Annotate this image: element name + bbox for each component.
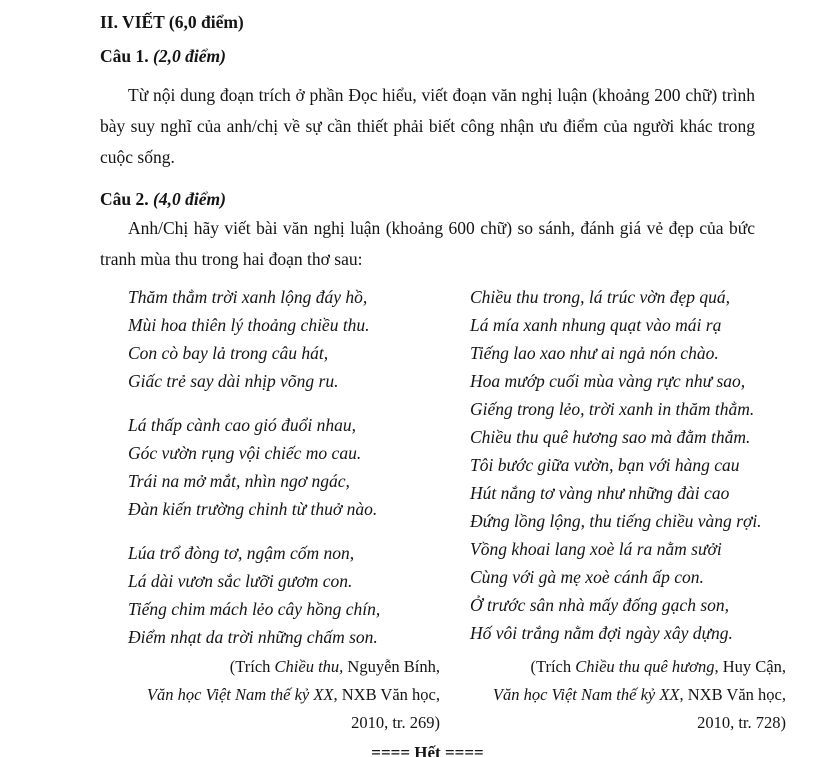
citation-left [100, 653, 440, 737]
poem-line: Hố vôi trắng nằm đợi ngày xây dựng. [470, 623, 733, 643]
poem-stanza [470, 283, 790, 647]
poem-right-column [440, 283, 790, 651]
citation-text-segment: 2010, tr. 728) [697, 713, 786, 732]
poem-line: Lá mía xanh nhung quạt vào mái rạ [470, 315, 722, 335]
poem-line: Ở trước sân nhà mấy đống gạch son, [470, 595, 730, 615]
citation-text-segment: 2010, tr. 269) [351, 713, 440, 732]
poem-line: Tôi bước giữa vườn, bạn với hàng cau [470, 455, 740, 475]
question-1-prompt: Từ nội dung đoạn trích ở phần Đọc hiểu, viết đoạn văn nghị luận (khoảng 200 chữ) trình bày suy nghĩ của anh/chị về sự cần thiết phải biết công nhận ưu điểm của người khác trong cuộc sống. [100, 85, 755, 167]
poem-line: Lá dài vươn sắc lưỡi gươm con. [128, 571, 353, 591]
poem-line: Hoa mướp cuối mùa vàng rực như sao, [470, 371, 746, 391]
citation-line [100, 681, 440, 709]
question-1-label: Câu 1. [100, 46, 149, 66]
poem-line: Trái na mở mắt, nhìn ngơ ngác, [128, 471, 350, 491]
end-marker: ==== Hết ==== [371, 743, 484, 757]
question-2-points: (4,0 điểm) [153, 189, 226, 209]
poem-line: Đứng lồng lộng, thu tiếng chiều vàng rợi. [470, 511, 762, 531]
citation-right [440, 653, 790, 737]
citation-title-segment: Văn học Việt Nam thế kỷ XX [492, 685, 680, 704]
poem-line: Cùng với gà mẹ xoè cánh ấp con. [470, 567, 704, 587]
poem-columns [100, 283, 790, 651]
question-1-heading [100, 44, 790, 68]
poem-line: Lá thấp cành cao gió đuổi nhau, [128, 415, 356, 435]
poem-line: Chiều thu trong, lá trúc vờn đẹp quá, [470, 287, 730, 307]
poem-line: Đàn kiến trường chinh từ thuở nào. [128, 499, 378, 519]
poem-stanza [128, 539, 440, 651]
poem-line: Con cò bay lả trong câu hát, [128, 343, 329, 363]
poem-line: Điểm nhạt da trời những chấm son. [128, 627, 378, 647]
citation-line [100, 653, 440, 681]
question-2-heading [100, 187, 790, 211]
question-2-prompt: Anh/Chị hãy viết bài văn nghị luận (khoảng 600 chữ) so sánh, đánh giá vẻ đẹp của bức tranh mùa thu trong hai đoạn thơ sau: [100, 218, 755, 269]
citation-text-segment: , Huy Cận, [714, 657, 786, 676]
poem-stanza [128, 283, 440, 395]
citation-text-segment: Nguyễn Bính, [343, 657, 440, 676]
question-2-label: Câu 2. [100, 189, 149, 209]
citations [100, 653, 790, 737]
poem-line: Hút nắng tơ vàng như những đài cao [470, 483, 730, 503]
citation-text-segment: , NXB Văn học, [333, 685, 440, 704]
citation-line [100, 709, 440, 737]
poem-line: Góc vườn rụng vội chiếc mo cau. [128, 443, 362, 463]
poem-line: Tiếng lao xao như ai ngả nón chào. [470, 343, 719, 363]
poem-stanza [128, 411, 440, 523]
poem-line: Giấc trẻ say dài nhịp võng ru. [128, 371, 339, 391]
citation-line [440, 653, 786, 681]
poem-line: Tiếng chim mách lẻo cây hồng chín, [128, 599, 381, 619]
poem-line: Giếng trong lẻo, trời xanh in thăm thẳm. [470, 399, 755, 419]
poem-line: Lúa trổ đòng tơ, ngậm cốm non, [128, 543, 355, 563]
poem-line: Chiều thu quê hương sao mà đằm thắm. [470, 427, 751, 447]
citation-line [440, 709, 786, 737]
section-title: II. VIẾT (6,0 điểm) [100, 12, 244, 32]
citation-title-segment: Chiều thu quê hương [575, 657, 715, 676]
poem-line: Thăm thẳm trời xanh lộng đáy hồ, [128, 287, 368, 307]
citation-text-segment: (Trích [229, 657, 275, 676]
citation-line [440, 681, 786, 709]
poem-line: Vồng khoai lang xoè lá ra nằm sưởi [470, 539, 722, 559]
question-1-points: (2,0 điểm) [153, 46, 226, 66]
citation-text-segment: , NXB Văn học, [679, 685, 786, 704]
poem-left-column [100, 283, 440, 651]
citation-title-segment: Chiều thu, [274, 657, 344, 676]
poem-line: Mùi hoa thiên lý thoảng chiều thu. [128, 315, 370, 335]
citation-text-segment: (Trích [530, 657, 576, 676]
citation-title-segment: Văn học Việt Nam thế kỷ XX [146, 685, 334, 704]
